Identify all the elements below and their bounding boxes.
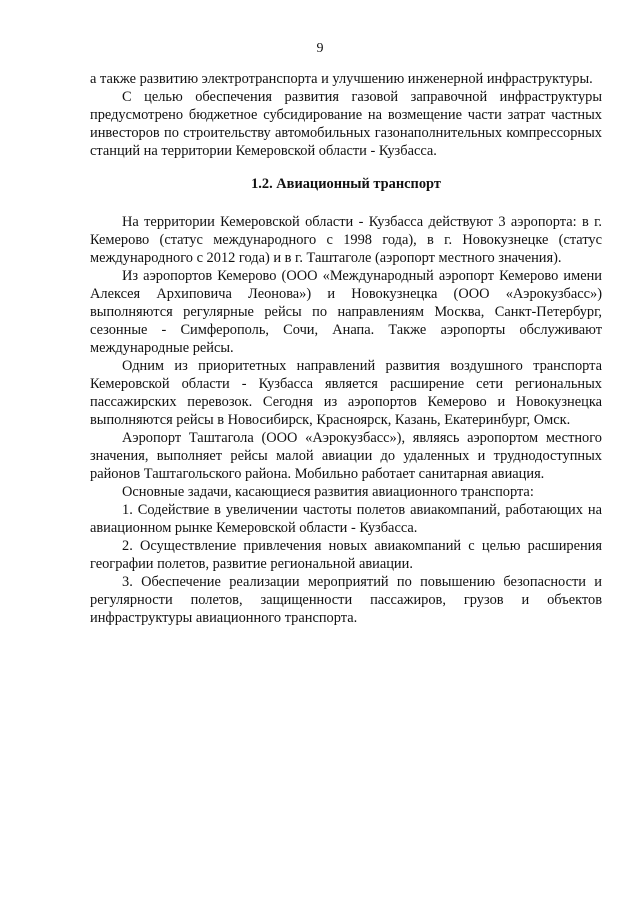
page-number: 9 [316,41,324,56]
list-item-task-3: 3. Обеспечение реализации мероприятий по повышению безопасности и регулярности полетов, защищенности пассажиров, грузов и объектов инфраструктуры авиационного транспорта. [90,574,602,626]
page-content [90,70,602,627]
paragraph-regional-priorities: Одним из приоритетных направлений развития воздушного транспорта Кемеровской области - Кузбасса является расширение сети региональных пассажирских перевозок. Сегодня из аэропортов Кемерово и Новокузнецка выполняются рейсы в Новосибирск, Красноярск, Казань, Екатеринбург, Омск. [90,358,602,428]
paragraph-airports-overview: На территории Кемеровской области - Кузбасса действуют 3 аэропорта: в г. Кемерово (статус международного с 1998 года), в г. Новокузнецке (статус международного с 2012 года) и в г. Таштаголе (аэропорт местного значения). [90,214,602,266]
section-title: 1.2. Авиационный транспорт [251,176,441,192]
paragraph-regular-flights: Из аэропортов Кемерово (ООО «Международный аэропорт Кемерово имени Алексея Архиповича Леонова») и Новокузнецка (ООО «Аэрокузбасс») выполняются регулярные рейсы по направлениям Москва, Санкт-Петербург, сезонные - Симферополь, Сочи, Анапа. Также аэропорты обслуживают международные рейсы. [90,268,602,356]
list-item-task-1: 1. Содействие в увеличении частоты полетов авиакомпаний, работающих на авиационном рынке Кемеровской области - Кузбасса. [90,502,602,536]
paragraph-tashtagol-airport: Аэропорт Таштагола (ООО «Аэрокузбасс»), являясь аэропортом местного значения, выполняет рейсы малой авиации до удаленных и труднодоступных районов Таштагольского района. Мобильно работает санитарная авиация. [90,430,602,482]
paragraph-main-tasks: Основные задачи, касающиеся развития авиационного транспорта: [122,484,534,500]
paragraph-gas-infrastructure: С целью обеспечения развития газовой заправочной инфраструктуры предусмотрено бюджетное субсидирование на возмещение части затрат частных инвесторов по строительству автомобильных газонаполнительных компрессорных станций на территории Кемеровской области - Кузбасса. [90,89,602,159]
paragraph-continuation: а также развитию электротранспорта и улучшению инженерной инфраструктуры. [90,71,593,87]
list-item-task-2: 2. Осуществление привлечения новых авиакомпаний с целью расширения географии полетов, развитие региональной авиации. [90,538,602,572]
